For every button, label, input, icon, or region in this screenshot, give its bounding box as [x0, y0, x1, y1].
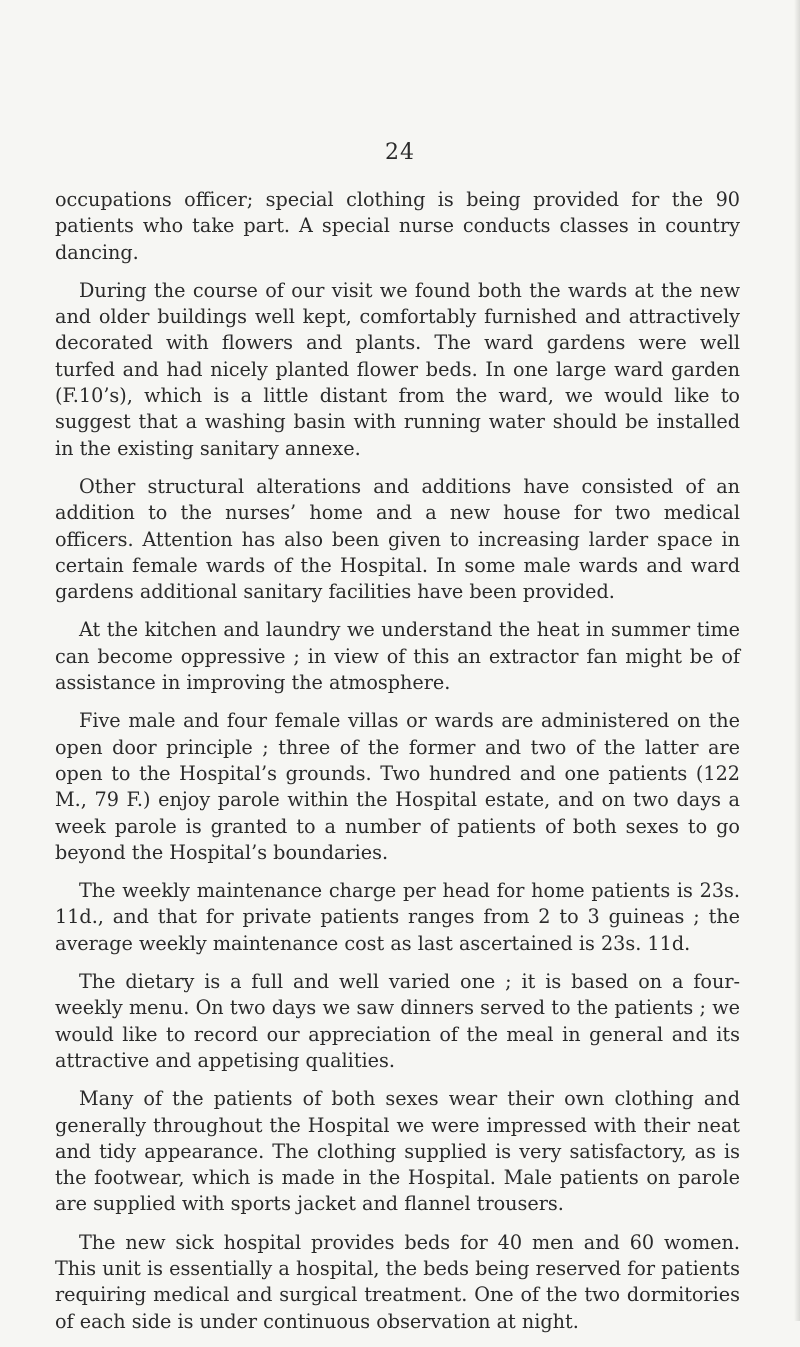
paragraph-clothing: Many of the patients of both sexes wear their own clothing and generally throughout the Hospital we were impressed with their neat and tidy appearance. The clothing supplied is very satisfactory, as is the footwear, which is made in the Hospital. Male patients on parole are supplied with sports jacket and flannel trousers. — [55, 1087, 740, 1216]
paragraph-sick-hospital: The new sick hospital provides beds for 40 men and 60 women. This unit is essentially a hospital, the beds being reserved for patients requiring medical and surgical treatment. One of the two dormitories of each side is under continuous observation at night. — [55, 1230, 740, 1333]
page-number: 24 — [385, 140, 415, 165]
paragraph-maintenance-charge: The weekly maintenance charge per head for home patients is 23s. 11d., and that for private patients ranges from 2 to 3 guineas ; the average weekly maintenance cost as last ascertained is 23s. 11d. — [55, 879, 740, 955]
paragraph-visit-wards: During the course of our visit we found both the wards at the new and older buildings well kept, comfortably furnished and attractively decorated with flowers and plants. The ward gardens were well turfed and had nicely planted flower beds. In one large ward garden (F.10’s), which is a little distant from the ward, we would like to suggest that a washing basin with running water should be installed in the existing sanitary annexe. — [55, 278, 740, 460]
document-body — [55, 187, 740, 1347]
paragraph-structural-alterations: Other structural alterations and additions have consisted of an addition to the nurses’ home and a new house for two medical officers. Attention has also been given to increasing larder space in certain female wards of the Hospital. In some male wards and ward gardens additional sanitary facilities have been provided. — [55, 474, 740, 604]
paragraph-kitchen-laundry: At the kitchen and laundry we understand the heat in summer time can become oppressive ; in view of this an extractor fan might be of assistance in improving the atmosphere. — [55, 618, 740, 695]
paragraph-open-door: Five male and four female villas or wards are administered on the open door principle ; three of the former and two of the latter are open to the Hospital’s grounds. Two hundred and one patients (122 M., 79 F.) enjoy parole within the Hospital estate, and on two days a week parole is granted to a number of patients of both sexes to go beyond the Hospital’s boundaries. — [55, 709, 740, 864]
paragraph-occupations: occupations officer; special clothing is being provided for the 90 patients who take part. A special nurse conducts classes in country dancing. — [55, 188, 740, 264]
paragraph-dietary: The dietary is a full and well varied one ; it is based on a four-weekly menu. On two days we saw dinners served to the patients ; we would like to record our appreciation of the meal in general and its attractive and appetising qualities. — [55, 970, 740, 1072]
page-edge-shadow — [794, 0, 800, 1321]
